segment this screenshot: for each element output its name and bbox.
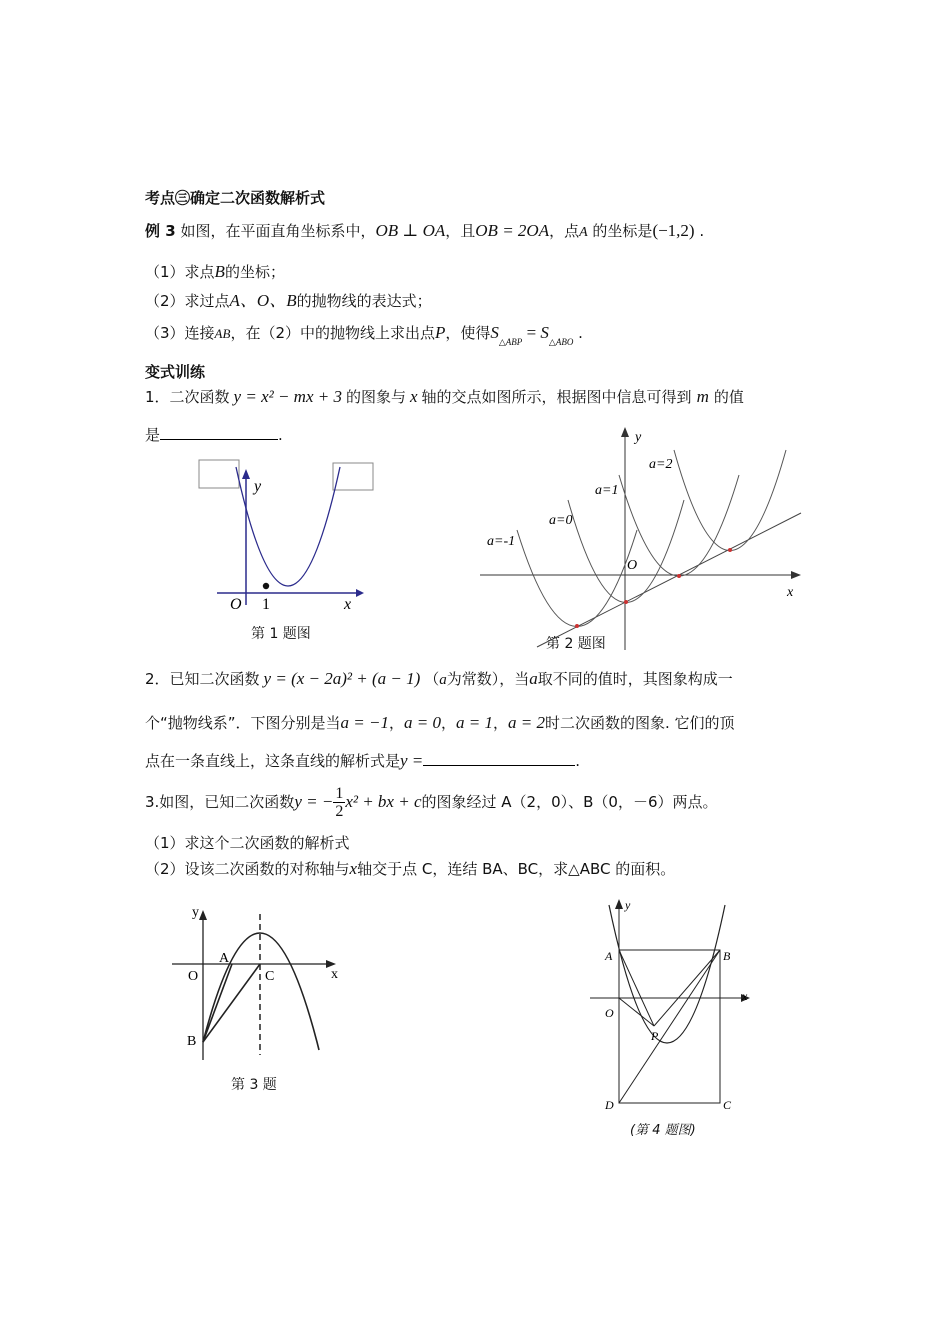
fig4-o-label: O [605,1006,614,1020]
practice-title: 变式训练 [145,363,206,381]
fig2-y-arrow [621,427,629,437]
fraction-one-half: $\frac{1}{2}$ [335,785,344,820]
fig1-caption: 第 1 题图 [251,626,311,642]
fig2-label-a2: a=2 [649,457,673,472]
fig1-root-point [263,583,269,589]
fig4-segment-DB [619,950,720,1103]
fig2-parabola-a-neg1 [517,530,637,627]
fig1-parabola [236,467,340,586]
figure-2 [475,425,815,655]
fig4-parabola [609,905,725,1043]
fig3-x-label: x [331,967,338,982]
fig3-o-label: O [188,969,199,984]
problem-2-line-3: 点在一条直线上，这条直线的解析式是y = . [145,751,581,770]
fig2-vertex-1 [575,624,579,628]
fig2-vertex-4 [728,548,732,552]
fig3-caption: 第 3 题 [231,1077,277,1093]
problem-2-line-2: 个“抛物线系”．下图分别是当a = −1，a = 0，a = 1，a = 2时二次函数的图象. 它们的顶 [145,713,735,732]
fig3-segment-BA [203,964,232,1042]
fig2-parabola-a0 [568,500,684,603]
fig2-label-a1: a=1 [595,483,619,498]
fig4-y-label: y [625,898,631,912]
fig2-parabola-a2 [674,450,786,551]
fig2-label-a-neg1: a=-1 [487,534,516,549]
figure-1 [190,455,390,625]
fig1-x-label: x [344,596,352,613]
fig1-label-box-left [199,460,239,488]
fig2-label-a0: a=0 [549,513,573,528]
problem-3-q2: （2）设该二次函数的对称轴与x轴交于点 C，连结 BA、BC，求△ABC 的面积。 [145,859,676,878]
example-3-statement: 例 3 如图，在平面直角坐标系中，OB ⊥ OA，且OB = 2OA，点A 的坐标是(−1,2) . [145,221,705,240]
fig4-d-label: D [605,1098,614,1112]
fig1-y-arrow [242,469,250,479]
example-label: 例 3 [145,222,176,240]
problem-1-line-1: 1．二次函数 y = x² − mx + 3 的图象与 x 轴的交点如图所示，根据图中信息可得到 m 的值 [145,387,744,406]
fig3-segment-BC [203,964,260,1042]
fig2-vertex-3 [677,574,681,578]
fig4-segment-PB [654,950,720,1026]
fig3-a-label: A [219,951,230,966]
problem-3-q1: （1）求这个二次函数的解析式 [145,834,350,852]
fig2-y-label: y [635,430,642,445]
example-q3: （3）连接AB，在（2）中的抛物线上求出点P，使得$S_{\triangle ABP} = S_{\triangle ABO}$ . [145,323,583,347]
fig2-o-label: O [627,558,638,573]
fig4-caption: (第 4 题图) [630,1123,696,1138]
fig1-y-label: y [254,478,262,495]
fig4-b-label: B [723,949,731,963]
fig1-x-arrow [356,589,364,597]
fig3-y-label: y [192,905,199,920]
fig2-caption: 第 2 题图 [546,636,606,652]
fig3-c-label: C [265,969,275,984]
fig3-y-arrow [199,910,207,920]
fig4-y-arrow [615,899,623,909]
figure-3 [170,900,370,1070]
fig4-p-label: P [651,1029,659,1043]
problem-2-line-1: 2．已知二次函数 y = (x − 2a)² + (a − 1) （a为常数），当a取不同的值时，其图象构成一 [145,669,733,688]
example-q1: （1）求点B的坐标； [145,262,285,281]
answer-blank-2[interactable] [423,751,575,766]
fig3-b-label: B [187,1034,197,1049]
problem-3-line-1: 3.如图，已知二次函数y = − $\frac{1}{2}$ x² + bx + c的图象经过 A（2，0）、B（0，－6）两点。 [145,785,718,820]
fig1-label-box-right [333,463,373,490]
example-q2: （2）求过点A、O、B的抛物线的表达式； [145,291,432,310]
answer-blank-1[interactable] [160,425,278,440]
fig4-a-label: A [605,949,613,963]
problem-1-line-2: 是 . [145,426,283,444]
fig4-c-label: C [723,1098,732,1112]
fig2-x-label: x [787,585,794,600]
fig1-one-label: 1 [262,596,270,613]
fig4-segment-AP [619,950,654,1026]
figure-4 [585,895,765,1135]
fig2-vertex-2 [624,600,628,604]
fig2-x-arrow [791,571,801,579]
section-title: 考点㊂确定二次函数解析式 [145,189,326,207]
fig1-o-label: O [230,596,242,613]
fig4-x-label: x [742,989,748,1003]
fig4-segment-OP [619,998,654,1026]
